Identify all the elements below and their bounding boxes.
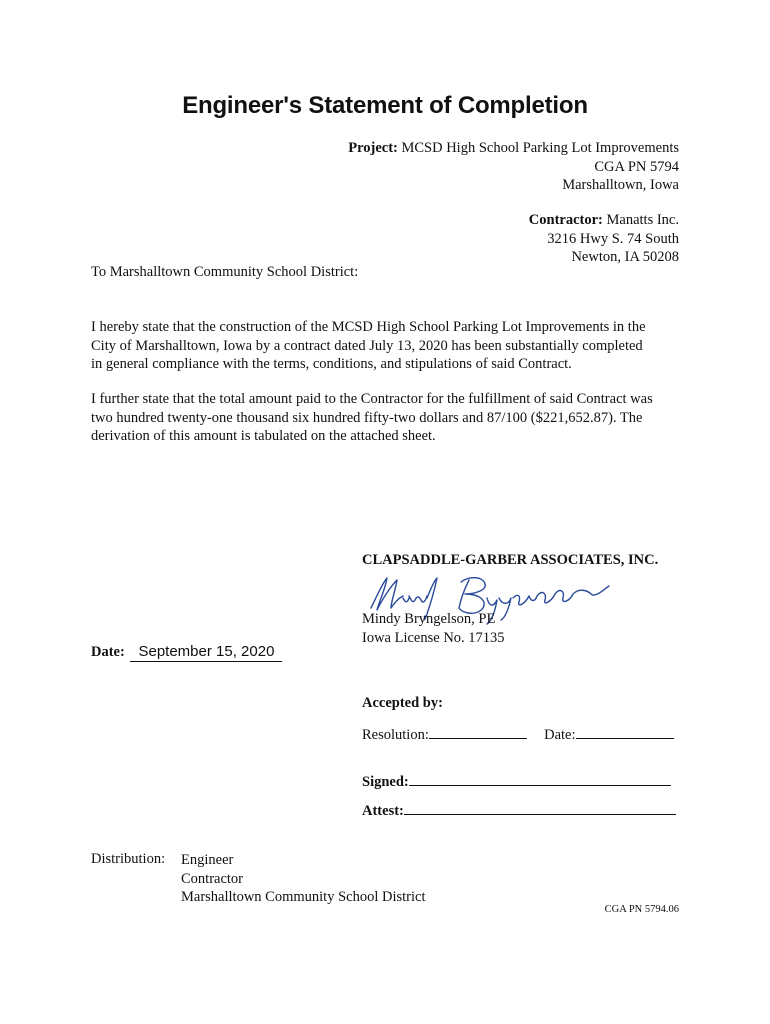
- paragraph-payment: [91, 390, 691, 446]
- date-value: September 15, 2020: [138, 643, 275, 660]
- project-block: [348, 139, 679, 195]
- distribution-item: Marshalltown Community School District: [181, 889, 426, 905]
- project-location: Marshalltown, Iowa: [562, 177, 679, 193]
- paragraph1-line: City of Marshalltown, Iowa by a contract dated July 13, 2020 has been substantially completed: [91, 337, 643, 354]
- firm-name: CLAPSADDLE-GARBER ASSOCIATES, INC.: [362, 552, 659, 568]
- paragraph1-line: in general compliance with the terms, conditions, and stipulations of said Contract.: [91, 356, 572, 372]
- contractor-label: Contractor:: [528, 212, 603, 228]
- project-name: MCSD High School Parking Lot Improvements: [401, 140, 679, 156]
- acceptance-date-field[interactable]: [576, 724, 674, 739]
- contractor-block: [529, 211, 679, 267]
- contractor-name: Manatts Inc.: [606, 212, 679, 228]
- signer-license: Iowa License No. 17135: [362, 629, 505, 646]
- salutation: To Marshalltown Community School District:: [91, 264, 359, 280]
- signed-field[interactable]: [409, 771, 671, 786]
- distribution-list: [181, 851, 425, 907]
- attest-label: Attest:: [362, 803, 404, 819]
- signed-row: [362, 771, 671, 791]
- acceptance-date-label: Date:: [544, 727, 576, 743]
- paragraph2-line: derivation of this amount is tabulated on the attached sheet.: [91, 428, 436, 444]
- resolution-label: Resolution:: [362, 727, 429, 743]
- paragraph1-line: I hereby state that the construction of the MCSD High School Parking Lot Improvements in the: [91, 319, 646, 335]
- distribution-label: Distribution:: [91, 851, 166, 867]
- signed-label: Signed:: [362, 774, 409, 790]
- project-number: CGA PN 5794: [594, 158, 679, 175]
- attest-row: [362, 800, 676, 820]
- footer-reference: CGA PN 5794.06: [604, 904, 679, 915]
- paragraph2-line: two hundred twenty-one thousand six hundred fifty-two dollars and 87/100 ($221,652.87). The: [91, 409, 643, 426]
- attest-field[interactable]: [404, 800, 676, 815]
- signer-name: Mindy Bryngelson, PE: [362, 611, 496, 627]
- signer-block: [362, 610, 505, 647]
- distribution-item: Engineer: [181, 852, 234, 868]
- paragraph2-line: I further state that the total amount paid to the Contractor for the fulfillment of said Contract was: [91, 391, 653, 407]
- distribution-item: Contractor: [181, 870, 244, 887]
- resolution-field[interactable]: [429, 724, 527, 739]
- date-label: Date:: [91, 644, 125, 660]
- date-field[interactable]: [130, 643, 282, 662]
- date-row: [91, 643, 282, 662]
- contractor-address1: 3216 Hwy S. 74 South: [547, 230, 679, 247]
- project-label: Project:: [348, 140, 398, 156]
- paragraph-completion: [91, 318, 691, 374]
- resolution-row: [362, 724, 674, 744]
- page-title: Engineer's Statement of Completion: [182, 92, 588, 119]
- contractor-address2: Newton, IA 50208: [571, 249, 679, 265]
- accepted-by-heading: Accepted by:: [362, 695, 443, 711]
